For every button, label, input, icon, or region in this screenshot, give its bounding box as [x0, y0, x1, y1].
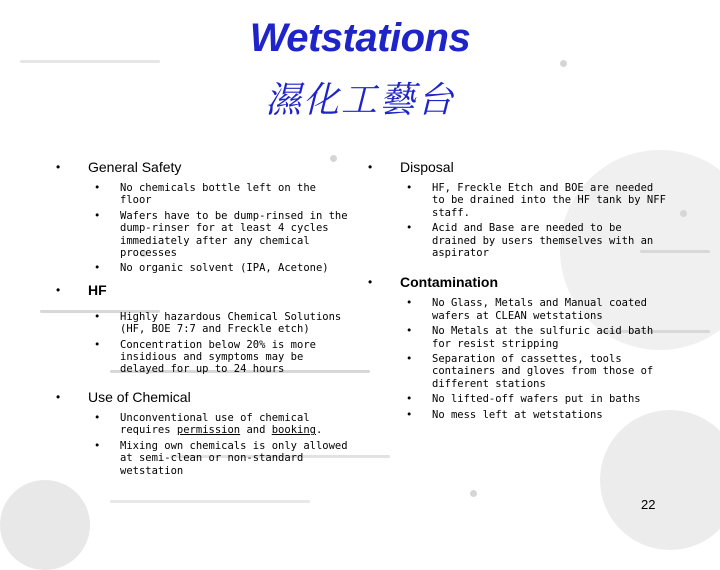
hf-section: [56, 281, 348, 376]
bullet: •: [56, 160, 61, 174]
general-safety-section: [56, 158, 348, 275]
hf-heading: • HF: [56, 281, 107, 298]
contamination-heading: • Contamination: [368, 274, 498, 291]
bullet: •: [368, 275, 373, 290]
use-of-chemical-list: [56, 412, 348, 477]
list-item: • Highly hazardous Chemical Solutions (HF, BOE 7:7 and Freckle etch): [94, 310, 342, 336]
general-safety-heading: • General Safety: [56, 159, 182, 175]
list-item: • No organic solvent (IPA, Acetone): [94, 262, 329, 275]
list-item: • No Glass, Metals and Manual coated wafers at CLEAN wetstations: [406, 297, 647, 322]
disposal-heading: • Disposal: [368, 159, 454, 175]
list-item: • Wafers have to be dump-rinsed in the dump-rinser for at least 4 cycles immediately after any chemical processes: [94, 209, 348, 260]
list-item: • No mess left at wetstations: [406, 408, 603, 421]
slide-title: Wetstations: [249, 16, 471, 60]
use-of-chemical-heading: • Use of Chemical: [56, 388, 191, 405]
list-item: • Mixing own chemicals is only allowed at semi-clean or non-standard wetstation: [94, 439, 348, 477]
disposal-section: [368, 158, 668, 259]
use-of-chemical-section: [56, 388, 348, 477]
hf-list: [56, 311, 348, 376]
right-column: [368, 158, 668, 427]
list-item: • Acid and Base are needed to be drained by users themselves with an aspirator: [406, 222, 654, 260]
booking-text: booking: [271, 424, 316, 437]
contamination-list: [368, 297, 668, 421]
list-item: • Unconventional use of chemical requires permission and booking.: [94, 411, 323, 437]
list-item: • Separation of cassettes, tools containers and gloves from those of different stations: [406, 353, 654, 390]
disposal-list: [368, 182, 668, 259]
list-item: • No Metals at the sulfuric acid bath for resist stripping: [406, 325, 654, 350]
page-number: 22: [641, 497, 656, 512]
list-item: • HF, Freckle Etch and BOE are needed to be drained into the HF tank by NFF staff.: [406, 182, 666, 219]
contamination-section: [368, 273, 668, 421]
slide-subtitle: 濕化工藝台: [264, 80, 455, 121]
bullet: •: [368, 160, 373, 174]
list-item: • No chemicals bottle left on the floor: [94, 182, 316, 207]
general-safety-list: [56, 182, 348, 275]
bullet: •: [56, 389, 61, 404]
bullet: •: [56, 282, 61, 297]
permission-text: permission: [176, 424, 241, 437]
list-item: • No lifted-off wafers put in baths: [406, 393, 641, 406]
list-item: • Concentration below 20% is more insidious and symptoms may be delayed for up to 24 hours: [94, 338, 316, 376]
left-column: [56, 158, 348, 483]
